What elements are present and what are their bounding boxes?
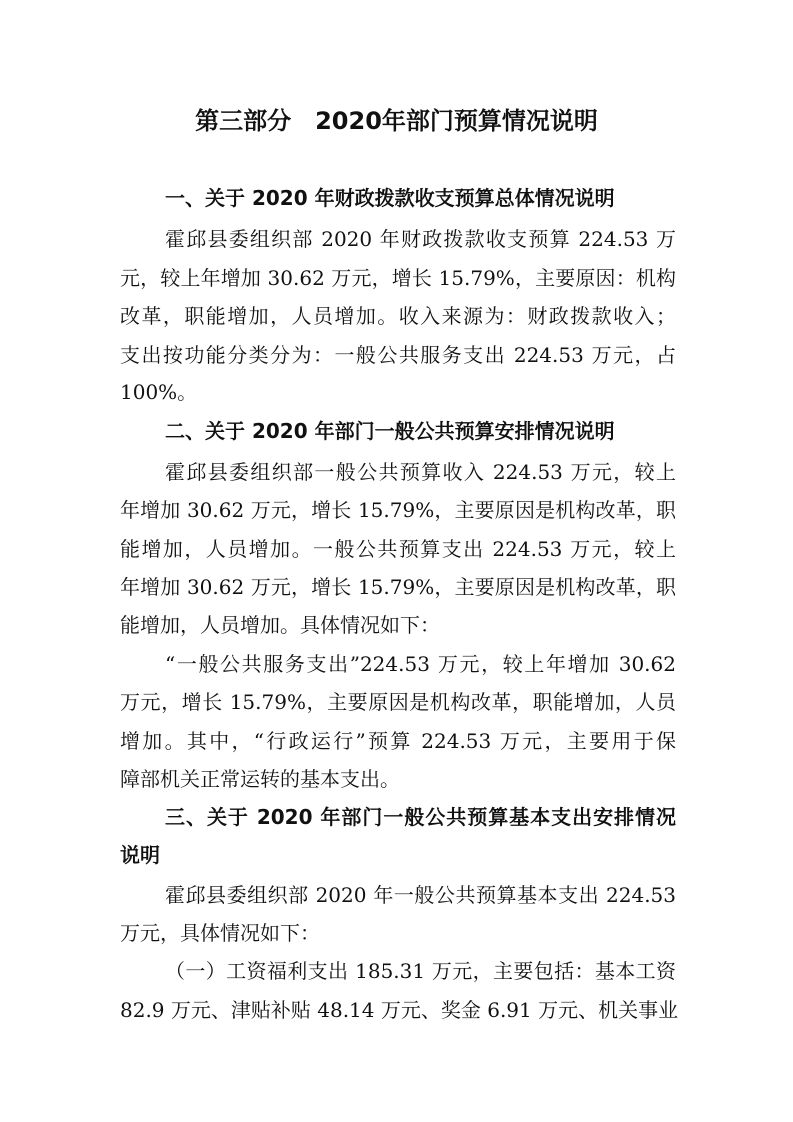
paragraph-line: “一般公共服务支出”224.53 万元，较上年增加 30.62 (165, 652, 676, 676)
paragraph-line: 支出按功能分类分为：一般公共服务支出 224.53 万元，占 (120, 343, 676, 367)
paragraph-line: 能增加，人员增加。具体情况如下： (120, 613, 440, 637)
paragraph-line: 障部机关正常运转的基本支出。 (120, 767, 400, 791)
paragraph-line: 能增加，人员增加。一般公共预算支出 224.53 万元，较上 (120, 537, 676, 561)
paragraph-line: 霍邱县委组织部一般公共预算收入 224.53 万元，较上 (165, 460, 676, 484)
paragraph-line: 万元，具体情况如下： (120, 921, 320, 945)
paragraph-line: 元，较上年增加 30.62 万元，增长 15.79%，主要原因：机构 (120, 266, 676, 290)
section-2-heading: 二、关于 2020 年部门一般公共预算安排情况说明 (165, 419, 615, 443)
paragraph-line: 100%。 (120, 380, 198, 404)
paragraph-line: （一）工资福利支出 185.31 万元，主要包括：基本工资 (165, 959, 676, 983)
paragraph-line: 霍邱县委组织部 2020 年一般公共预算基本支出 224.53 (165, 883, 676, 907)
paragraph-line: 82.9 万元、津贴补贴 48.14 万元、奖金 6.91 万元、机关事业 (120, 998, 679, 1022)
paragraph-line: 年增加 30.62 万元，增长 15.79%，主要原因是机构改革，职 (120, 498, 676, 522)
section-3-heading-continued: 说明 (120, 843, 160, 867)
paragraph-line: 年增加 30.62 万元，增长 15.79%，主要原因是机构改革，职 (120, 575, 676, 599)
paragraph-line: 霍邱县委组织部 2020 年财政拨款收支预算 224.53 万 (165, 227, 676, 251)
section-1-heading: 一、关于 2020 年财政拨款收支预算总体情况说明 (165, 186, 615, 210)
section-3-heading: 三、关于 2020 年部门一般公共预算基本支出安排情况 (165, 805, 676, 829)
paragraph-line: 增加。其中，“行政运行”预算 224.53 万元，主要用于保 (120, 729, 676, 753)
document-title: 第三部分 2020年部门预算情况说明 (195, 107, 598, 135)
paragraph-line: 万元，增长 15.79%，主要原因是机构改革，职能增加，人员 (120, 690, 676, 714)
paragraph-line: 改革，职能增加，人员增加。收入来源为：财政拨款收入； (120, 304, 676, 328)
